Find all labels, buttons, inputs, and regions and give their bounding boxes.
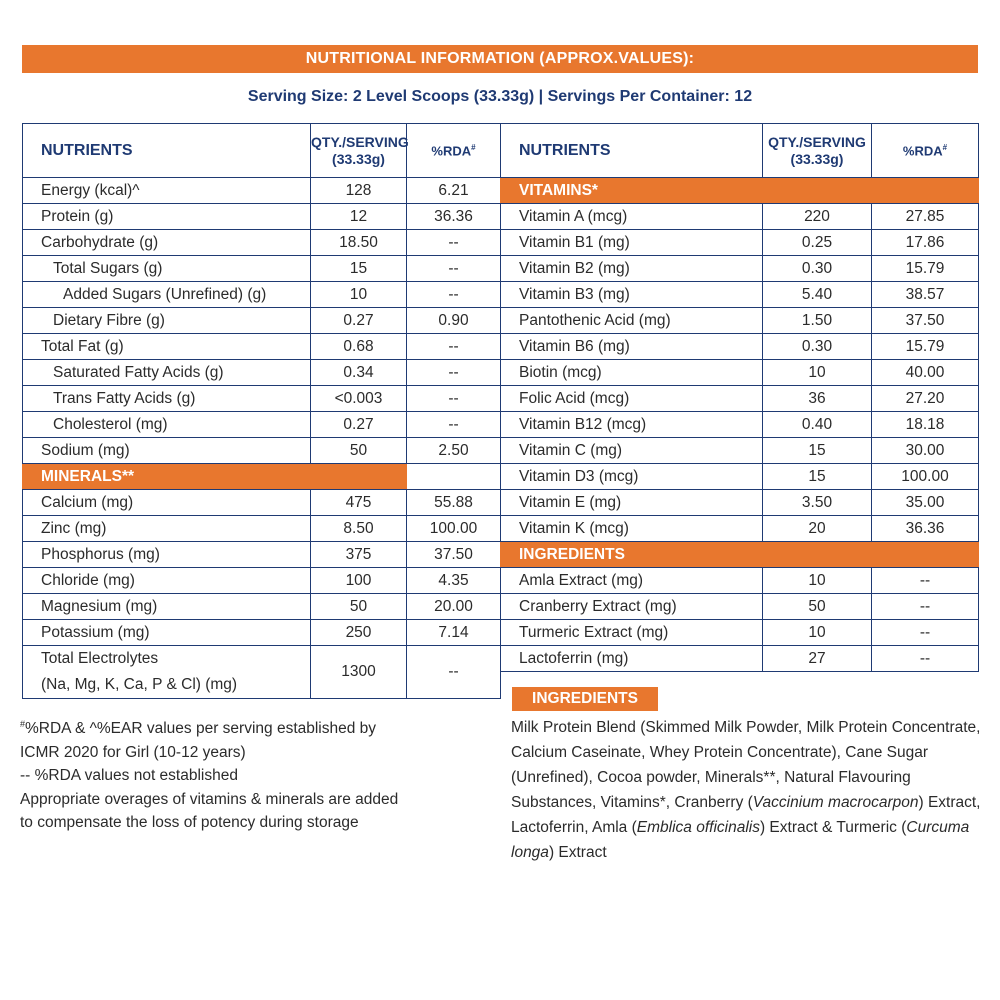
table-row bbox=[23, 360, 501, 386]
table-row bbox=[23, 256, 501, 282]
nutrient-rda: 100.00 bbox=[872, 464, 979, 490]
latin-name-cranberry: Vaccinium macrocarpon bbox=[752, 794, 919, 811]
table-row bbox=[23, 412, 501, 438]
nutrient-rda: 36.36 bbox=[872, 516, 979, 542]
footnote-line: -- %RDA values not established bbox=[20, 767, 238, 785]
nutrient-qty: 15 bbox=[763, 464, 872, 490]
nutrient-qty: 0.27 bbox=[311, 308, 407, 334]
footnote-line: Appropriate overages of vitamins & minerals are added bbox=[20, 790, 399, 808]
nutrient-qty: 1.50 bbox=[763, 308, 872, 334]
nutrient-qty: 128 bbox=[311, 178, 407, 204]
nutrient-name: Sodium (mg) bbox=[23, 438, 311, 464]
nutrient-qty: 8.50 bbox=[311, 516, 407, 542]
nutrient-name: Total Sugars (g) bbox=[23, 256, 311, 282]
nutrient-qty: 0.30 bbox=[763, 256, 872, 282]
nutrient-qty: 15 bbox=[763, 438, 872, 464]
nutrient-qty: 0.68 bbox=[311, 334, 407, 360]
nutrient-qty: 3.50 bbox=[763, 490, 872, 516]
nutrient-name: Potassium (mg) bbox=[23, 620, 311, 646]
table-row bbox=[501, 646, 979, 672]
qty-header-line1: QTY./SERVING bbox=[768, 133, 866, 150]
nutrient-name: Pantothenic Acid (mg) bbox=[501, 308, 763, 334]
table-row bbox=[501, 464, 979, 490]
table-row bbox=[501, 568, 979, 594]
table-row bbox=[501, 308, 979, 334]
nutrients-header: NUTRIENTS bbox=[23, 124, 311, 178]
section-gap-cell bbox=[407, 464, 501, 490]
nutrient-rda: 15.79 bbox=[872, 256, 979, 282]
footnote-line: ICMR 2020 for Girl (10-12 years) bbox=[20, 743, 246, 761]
nutrient-rda: 100.00 bbox=[407, 516, 501, 542]
electrolytes-qty: 1300 bbox=[311, 646, 407, 699]
nutrient-name: Protein (g) bbox=[23, 204, 311, 230]
nutrient-rda: -- bbox=[407, 386, 501, 412]
nutrient-rda: -- bbox=[872, 620, 979, 646]
nutrient-rda: 38.57 bbox=[872, 282, 979, 308]
nutrient-name: Vitamin D3 (mcg) bbox=[501, 464, 763, 490]
nutrient-qty: 10 bbox=[763, 620, 872, 646]
nutrient-qty: 0.40 bbox=[763, 412, 872, 438]
rda-header: %RDA# bbox=[407, 124, 501, 178]
nutrient-qty: 10 bbox=[763, 360, 872, 386]
nutrient-rda: 7.14 bbox=[407, 620, 501, 646]
nutrient-qty: 50 bbox=[763, 594, 872, 620]
nutrient-name: Trans Fatty Acids (g) bbox=[23, 386, 311, 412]
table-row bbox=[23, 568, 501, 594]
nutrient-qty: 50 bbox=[311, 438, 407, 464]
nutrient-rda: -- bbox=[407, 360, 501, 386]
nutrient-name: Total Fat (g) bbox=[23, 334, 311, 360]
table-row bbox=[23, 334, 501, 360]
table-row bbox=[23, 308, 501, 334]
nutrient-rda: 30.00 bbox=[872, 438, 979, 464]
nutrient-name: Vitamin B6 (mg) bbox=[501, 334, 763, 360]
nutrient-name: Added Sugars (Unrefined) (g) bbox=[23, 282, 311, 308]
nutrient-qty: 36 bbox=[763, 386, 872, 412]
nutrient-rda: 6.21 bbox=[407, 178, 501, 204]
nutrient-rda: 35.00 bbox=[872, 490, 979, 516]
nutrient-name: Vitamin E (mg) bbox=[501, 490, 763, 516]
table-row bbox=[23, 542, 501, 568]
latin-name-amla: Emblica officinalis bbox=[636, 819, 760, 836]
nutrient-name: Energy (kcal)^ bbox=[23, 178, 311, 204]
table-row bbox=[23, 230, 501, 256]
ingredients-text: Milk Protein Blend (Skimmed Milk Powder, Milk Protein Concentrate, Calcium Caseinate, Whey Protein Concentrate), Cane Sugar (Unrefined), Cocoa powder, Minerals**, Natural Flavouring Substances, Vitamins*, Cranberry (Vaccinium macrocarpon) Extract, Lactoferrin, Amla (Emblica officinalis) Extract & Turmeric (Curcuma longa) Extract bbox=[511, 719, 981, 861]
table-row bbox=[501, 490, 979, 516]
nutrient-qty: 50 bbox=[311, 594, 407, 620]
table-row bbox=[501, 256, 979, 282]
nutrient-qty: 100 bbox=[311, 568, 407, 594]
nutrient-qty: 20 bbox=[763, 516, 872, 542]
nutrient-rda: 37.50 bbox=[872, 308, 979, 334]
minerals-section-title: MINERALS** bbox=[23, 464, 407, 490]
right-header-row bbox=[501, 124, 979, 178]
qty-header-line2: (33.33g) bbox=[332, 150, 385, 167]
electrolytes-row bbox=[23, 646, 501, 699]
nutrient-rda: 27.20 bbox=[872, 386, 979, 412]
nutrient-rda: 27.85 bbox=[872, 204, 979, 230]
minerals-section-row bbox=[23, 464, 501, 490]
table-row bbox=[501, 620, 979, 646]
electrolytes-name-line2: (Na, Mg, K, Ca, P & Cl) (mg) bbox=[41, 676, 238, 693]
nutrient-name: Vitamin B12 (mcg) bbox=[501, 412, 763, 438]
nutrient-name: Calcium (mg) bbox=[23, 490, 311, 516]
left-nutrients-table bbox=[22, 123, 501, 699]
qty-header bbox=[763, 124, 872, 178]
table-row bbox=[23, 204, 501, 230]
nutrient-rda: 0.90 bbox=[407, 308, 501, 334]
nutrient-rda: 18.18 bbox=[872, 412, 979, 438]
nutrient-rda: 20.00 bbox=[407, 594, 501, 620]
nutrient-qty: 5.40 bbox=[763, 282, 872, 308]
nutrient-name: Biotin (mcg) bbox=[501, 360, 763, 386]
table-row bbox=[23, 386, 501, 412]
table-row bbox=[501, 230, 979, 256]
table-row bbox=[501, 412, 979, 438]
nutrient-name: Lactoferrin (mg) bbox=[501, 646, 763, 672]
nutrient-qty: 10 bbox=[311, 282, 407, 308]
table-row bbox=[23, 490, 501, 516]
table-row bbox=[23, 594, 501, 620]
nutrient-name: Vitamin B2 (mg) bbox=[501, 256, 763, 282]
nutrient-name: Cholesterol (mg) bbox=[23, 412, 311, 438]
right-nutrients-table bbox=[500, 123, 979, 672]
nutrient-rda: 36.36 bbox=[407, 204, 501, 230]
nutrient-name: Magnesium (mg) bbox=[23, 594, 311, 620]
nutrient-rda: -- bbox=[407, 230, 501, 256]
nutrient-rda: -- bbox=[872, 646, 979, 672]
table-row bbox=[23, 438, 501, 464]
table-row bbox=[23, 282, 501, 308]
serving-info: Serving Size: 2 Level Scoops (33.33g) | Servings Per Container: 12 bbox=[247, 88, 753, 105]
footnote-line: #%RDA & ^%EAR values per serving established by bbox=[20, 719, 377, 738]
nutrient-name: Cranberry Extract (mg) bbox=[501, 594, 763, 620]
electrolytes-name bbox=[23, 646, 311, 699]
nutrient-qty: 250 bbox=[311, 620, 407, 646]
nutrient-rda: 55.88 bbox=[407, 490, 501, 516]
footnote-line: to compensate the loss of potency during storage bbox=[20, 814, 359, 832]
vitamins-section-title: VITAMINS* bbox=[501, 178, 979, 204]
nutrient-qty: 18.50 bbox=[311, 230, 407, 256]
nutrient-qty: 475 bbox=[311, 490, 407, 516]
table-row bbox=[501, 516, 979, 542]
nutrient-name: Zinc (mg) bbox=[23, 516, 311, 542]
table-row bbox=[23, 516, 501, 542]
latin-name-turmeric: Curcuma longa bbox=[511, 819, 970, 861]
nutrient-rda: -- bbox=[407, 256, 501, 282]
nutrient-rda: 2.50 bbox=[407, 438, 501, 464]
ingredients-section-title: INGREDIENTS bbox=[501, 542, 979, 568]
nutrition-title-bar bbox=[22, 45, 978, 73]
nutrient-name: Chloride (mg) bbox=[23, 568, 311, 594]
nutrient-rda: -- bbox=[872, 594, 979, 620]
ingredients-badge bbox=[512, 687, 658, 711]
nutrient-name: Phosphorus (mg) bbox=[23, 542, 311, 568]
nutrient-name: Vitamin B3 (mg) bbox=[501, 282, 763, 308]
nutrient-qty: 0.25 bbox=[763, 230, 872, 256]
nutrient-qty: 15 bbox=[311, 256, 407, 282]
nutrient-rda: 40.00 bbox=[872, 360, 979, 386]
rda-header: %RDA# bbox=[872, 124, 979, 178]
qty-header-line2: (33.33g) bbox=[790, 150, 844, 167]
nutrient-name: Amla Extract (mg) bbox=[501, 568, 763, 594]
nutrient-name: Saturated Fatty Acids (g) bbox=[23, 360, 311, 386]
nutrient-rda: -- bbox=[407, 412, 501, 438]
table-row bbox=[501, 360, 979, 386]
nutrient-name: Vitamin C (mg) bbox=[501, 438, 763, 464]
table-row bbox=[23, 178, 501, 204]
nutrient-qty: 0.30 bbox=[763, 334, 872, 360]
electrolytes-rda: -- bbox=[407, 646, 501, 699]
left-header-row bbox=[23, 124, 501, 178]
nutrient-name: Folic Acid (mcg) bbox=[501, 386, 763, 412]
nutrient-qty: 0.34 bbox=[311, 360, 407, 386]
nutrient-name: Vitamin B1 (mg) bbox=[501, 230, 763, 256]
nutrient-rda: 37.50 bbox=[407, 542, 501, 568]
qty-header-line1: QTY./SERVING bbox=[311, 133, 409, 150]
nutrient-rda: -- bbox=[872, 568, 979, 594]
ingredients-title: INGREDIENTS bbox=[532, 690, 638, 707]
nutrient-name: Vitamin K (mcg) bbox=[501, 516, 763, 542]
nutrient-name: Vitamin A (mcg) bbox=[501, 204, 763, 230]
table-row bbox=[501, 334, 979, 360]
table-row bbox=[501, 438, 979, 464]
table-row bbox=[23, 620, 501, 646]
nutrient-rda: 17.86 bbox=[872, 230, 979, 256]
nutrient-rda: 15.79 bbox=[872, 334, 979, 360]
nutrient-name: Carbohydrate (g) bbox=[23, 230, 311, 256]
nutrient-qty: 0.27 bbox=[311, 412, 407, 438]
nutrient-rda: -- bbox=[407, 282, 501, 308]
nutrition-title: NUTRITIONAL INFORMATION (APPROX.VALUES): bbox=[305, 50, 695, 67]
footnotes bbox=[20, 713, 500, 835]
nutrients-header: NUTRIENTS bbox=[501, 124, 763, 178]
nutrient-qty: 27 bbox=[763, 646, 872, 672]
nutrient-qty: 12 bbox=[311, 204, 407, 230]
nutrient-name: Turmeric Extract (mg) bbox=[501, 620, 763, 646]
table-row bbox=[501, 282, 979, 308]
nutrient-rda: -- bbox=[407, 334, 501, 360]
nutrient-rda: 4.35 bbox=[407, 568, 501, 594]
electrolytes-name-line1: Total Electrolytes bbox=[41, 650, 159, 667]
qty-header bbox=[311, 124, 407, 178]
nutrient-qty: 375 bbox=[311, 542, 407, 568]
nutrient-qty: <0.003 bbox=[311, 386, 407, 412]
nutrient-qty: 220 bbox=[763, 204, 872, 230]
vitamins-section-row bbox=[501, 178, 979, 204]
table-row bbox=[501, 594, 979, 620]
ingredients-section-row bbox=[501, 542, 979, 568]
nutrient-name: Dietary Fibre (g) bbox=[23, 308, 311, 334]
nutrient-qty: 10 bbox=[763, 568, 872, 594]
table-row bbox=[501, 204, 979, 230]
table-row bbox=[501, 386, 979, 412]
